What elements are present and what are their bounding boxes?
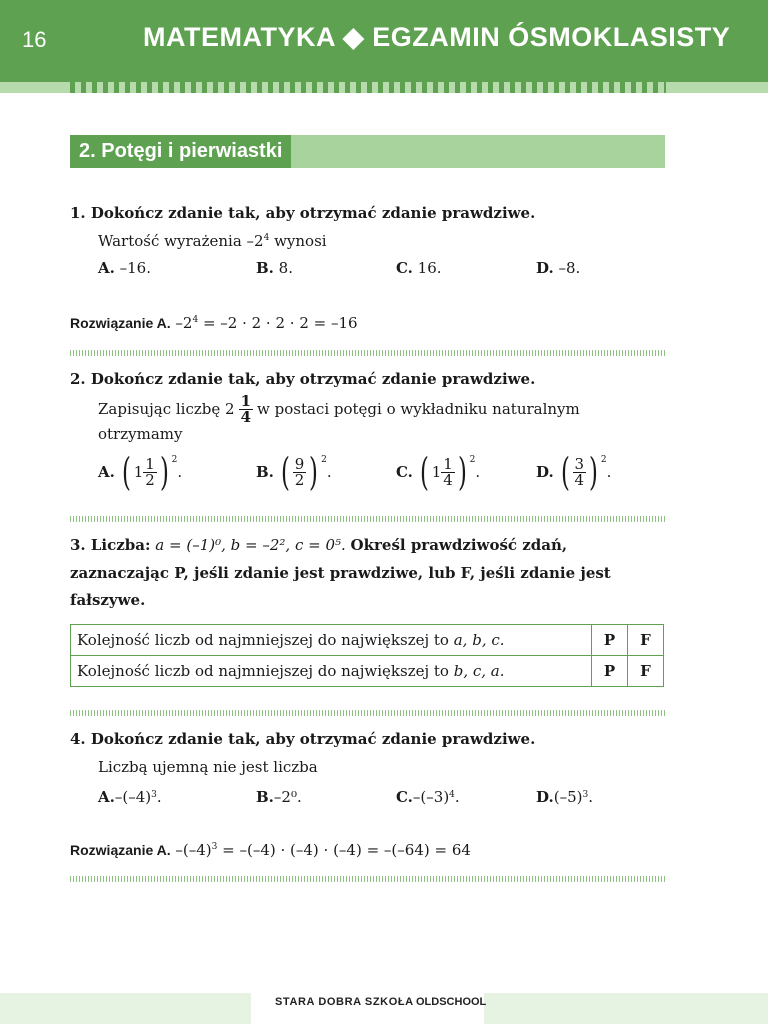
q1-solution [70,313,358,333]
fraction-expression: ( $\frac{3}{4}$ ) [560,450,598,494]
q2-option-c[interactable]: C. ( 1 $\frac{1}{4}$ ) 2 . [396,450,481,494]
option-text: –2⁰. [273,788,302,806]
header-stripe [0,82,768,93]
fraction [441,454,455,489]
q2-stem [98,390,580,428]
exponent: 2 [600,455,607,465]
q1-option-a[interactable] [98,258,151,278]
q3-label: 3. Liczba: [70,536,151,554]
option-label: B. [256,788,274,806]
q2-option-a[interactable]: A. ( 1 $\frac{1}{2}$ ) 2 . [98,450,183,494]
fraction-denominator: 2 [145,470,155,489]
false-option[interactable]: F [628,656,664,687]
page-number: 16 [22,27,47,52]
solution-a: –(–4) [170,841,212,859]
q4-solution [70,840,471,860]
divider [70,710,666,716]
q4-option-c[interactable]: C. – ( –3 ) 4 . [396,788,460,806]
solution-exp: 3 [211,842,218,852]
q1-option-c[interactable] [396,258,442,278]
q1-option-d[interactable] [536,258,580,278]
option-suffix: . [454,788,460,806]
q3-line3: fałszywe. [70,591,146,609]
exponent: 2 [171,455,178,465]
option-text: –8. [553,259,581,277]
q2-option-d[interactable]: D. ( $\frac{3}{4}$ ) 2 . [536,450,612,494]
option-suffix: . [588,788,593,806]
exponent: 2 [469,455,476,465]
option-text: 16. [412,259,442,277]
exponent: 3 [151,790,157,800]
option-base: –3 [426,788,444,806]
divider [70,516,666,522]
divider [70,350,666,356]
solution-label: Rozwiązanie A. [70,842,171,858]
table-row [71,625,664,656]
q3-expression: a = (–1)⁰, b = –2², c = 0⁵. [150,536,351,554]
exponent: 2 [321,455,327,465]
fraction-whole: 1 [133,463,144,481]
fraction-denominator: 2 [294,470,305,489]
q2-stem-b: w postaci potęgi o wykładniku naturalnym [257,400,580,418]
statement-vars: a, b, c. [453,631,505,649]
q1-stem-a: Wartość wyrażenia –2 [98,232,264,250]
fraction-numerator: 1 [145,454,155,473]
table-row [71,656,664,687]
q4-option-b[interactable] [256,788,302,806]
fraction-expression: ( 1 $\frac{1}{4}$ ) [419,450,467,494]
option-label: A. [98,259,115,277]
option-label: C. [396,788,413,806]
option-prefix: – [114,788,123,806]
fraction-expression: ( 1 $\frac{1}{2}$ ) [121,450,169,494]
fraction-numerator: 1 [240,391,252,410]
fraction-whole: 1 [431,463,442,481]
stripe-ticks [70,82,666,93]
q1-stem [98,231,327,251]
q2-option-b[interactable]: B. ( $\frac{9}{2}$ ) 2 . [256,450,332,494]
q4-option-d[interactable]: D. ( –5 ) 3 . [536,788,593,806]
option-text: –16. [114,259,151,277]
fraction-expression: ( $\frac{9}{2}$ ) [280,450,319,494]
option-label: D. [536,788,554,806]
option-prefix: – [412,788,421,806]
option-label: B. [256,259,274,277]
fraction-numerator: 1 [443,454,453,473]
q2-prompt: 2. Dokończ zdanie tak, aby otrzymać zdanie prawdziwe. [70,370,536,388]
option-text: 8. [273,259,293,277]
q4-prompt: 4. Dokończ zdanie tak, aby otrzymać zdanie prawdziwe. [70,730,536,748]
page-header [0,0,768,82]
false-option[interactable]: F [628,625,664,656]
option-suffix: . [156,788,162,806]
q4-option-a[interactable]: A. – ( –4 ) 3 . [98,788,162,806]
q1-stem-exp: 4 [263,233,270,243]
fraction [143,454,157,489]
solution-label: Rozwiązanie A. [70,315,171,331]
q3-instruction: Określ prawdziwość zdań, [350,536,568,554]
header-title: MATEMATYKA ◆ EGZAMIN ÓSMOKLASISTY [143,22,731,52]
fraction-numerator: 3 [574,454,585,473]
exponent: 3 [582,790,589,800]
q1-stem-b: wynosi [269,232,327,250]
option-label: C. [396,463,413,481]
q3-line1 [70,535,567,555]
q1-prompt: 1. Dokończ zdanie tak, aby otrzymać zdanie prawdziwe. [70,204,536,222]
option-base: –5 [559,788,577,806]
q1-option-b[interactable] [256,258,293,278]
q4-stem: Liczbą ujemną nie jest liczba [98,758,318,776]
section-title: 2. Potęgi i pierwiastki [70,135,291,168]
footer-series: STARA DOBRA SZKOŁA [275,996,414,1008]
statement-cell [71,656,592,687]
true-false-table [70,624,664,687]
solution-b: = –(–4) · (–4) · (–4) = –(–64) = 64 [217,841,471,859]
fraction [293,454,307,489]
solution-b: = –2 · 2 · 2 · 2 = –16 [198,314,358,332]
solution-a: –2 [170,314,193,332]
statement-text: Kolejność liczb od najmniejszej do największej to [77,662,454,680]
fraction [573,454,587,489]
q2-stem-c: otrzymamy [98,425,183,443]
option-label: D. [536,463,554,481]
footer-brand-logo: OLDSCHOOL [416,996,487,1008]
option-label: A. [98,463,115,481]
q2-stem-a: Zapisując liczbę 2 [98,400,235,418]
fraction-denominator: 4 [240,407,252,426]
fraction-denominator: 4 [443,470,453,489]
true-option[interactable]: P [592,656,628,687]
true-option[interactable]: P [592,625,628,656]
option-base: –4 [128,788,146,806]
option-label: D. [536,259,554,277]
q2-stem-fraction [239,391,253,426]
q3-line2: zaznaczając P, jeśli zdanie jest prawdziwe, lub F, jeśli zdanie jest [70,564,611,582]
fraction-numerator: 9 [294,454,305,473]
option-label: C. [396,259,413,277]
option-label: B. [256,463,274,481]
fraction-denominator: 4 [574,470,585,489]
solution-exp: 4 [192,315,199,325]
statement-text: Kolejność liczb od najmniejszej do największej to [77,631,454,649]
statement-vars: b, c, a. [453,662,505,680]
exponent: 4 [449,790,455,800]
statement-cell [71,625,592,656]
option-label: A. [98,788,115,806]
divider [70,876,666,882]
section-bar [70,135,665,168]
